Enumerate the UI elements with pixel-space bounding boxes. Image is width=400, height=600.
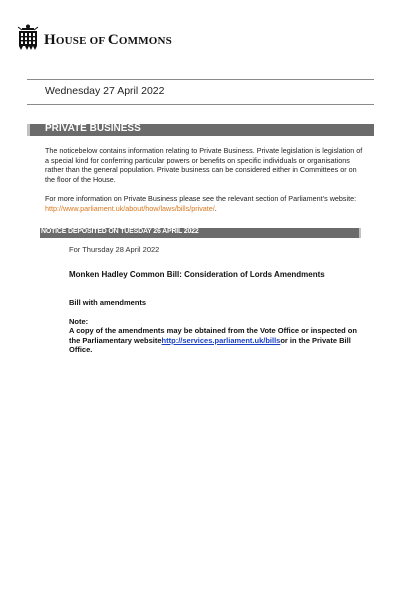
divider-top <box>27 79 374 80</box>
note-label: Note: <box>69 317 89 326</box>
intro-paragraph: The noticebelow contains information relating to Private Business. Private legislation is legislation of a special kind for conferring particular powers or benefits on specific individuals or organisations rather than the general population. Private business can be considered either in Committees or on the floor of the House. <box>45 146 363 184</box>
bills-link[interactable]: http://services.parliament.uk/bills <box>161 335 281 345</box>
more-info-paragraph: For more information on Private Business please see the relevant section of Parliament’s website: http://www.parliament.uk/about/how/laws/bills/private/. <box>45 194 357 213</box>
bill-title: Monken Hadley Common Bill: Consideration of Lords Amendments <box>69 270 325 279</box>
section-header-bar <box>27 124 374 136</box>
page-date: Wednesday 27 April 2022 <box>45 85 165 97</box>
bill-subtitle: Bill with amendments <box>69 298 147 307</box>
org-name: HOUSE OF COMMONS <box>44 32 172 48</box>
notice-header-bar <box>40 228 361 238</box>
for-date: For Thursday 28 April 2022 <box>69 245 160 254</box>
house-of-commons-logo <box>17 24 377 52</box>
private-business-link[interactable]: http://www.parliament.uk/about/how/laws/bills/private/ <box>45 203 215 213</box>
section-title: PRIVATE BUSINESS <box>45 123 141 134</box>
portcullis-icon <box>17 24 39 50</box>
notice-header: NOTICE DEPOSITED ON TUESDAY 26 APRIL 2022 <box>41 228 199 235</box>
divider-bottom <box>27 104 374 105</box>
note-text: A copy of the amendments may be obtained from the Vote Office or inspected on the Parliamentary websitehttp://services.parliament.uk/billsor in the Private Bill Office. <box>69 326 357 354</box>
